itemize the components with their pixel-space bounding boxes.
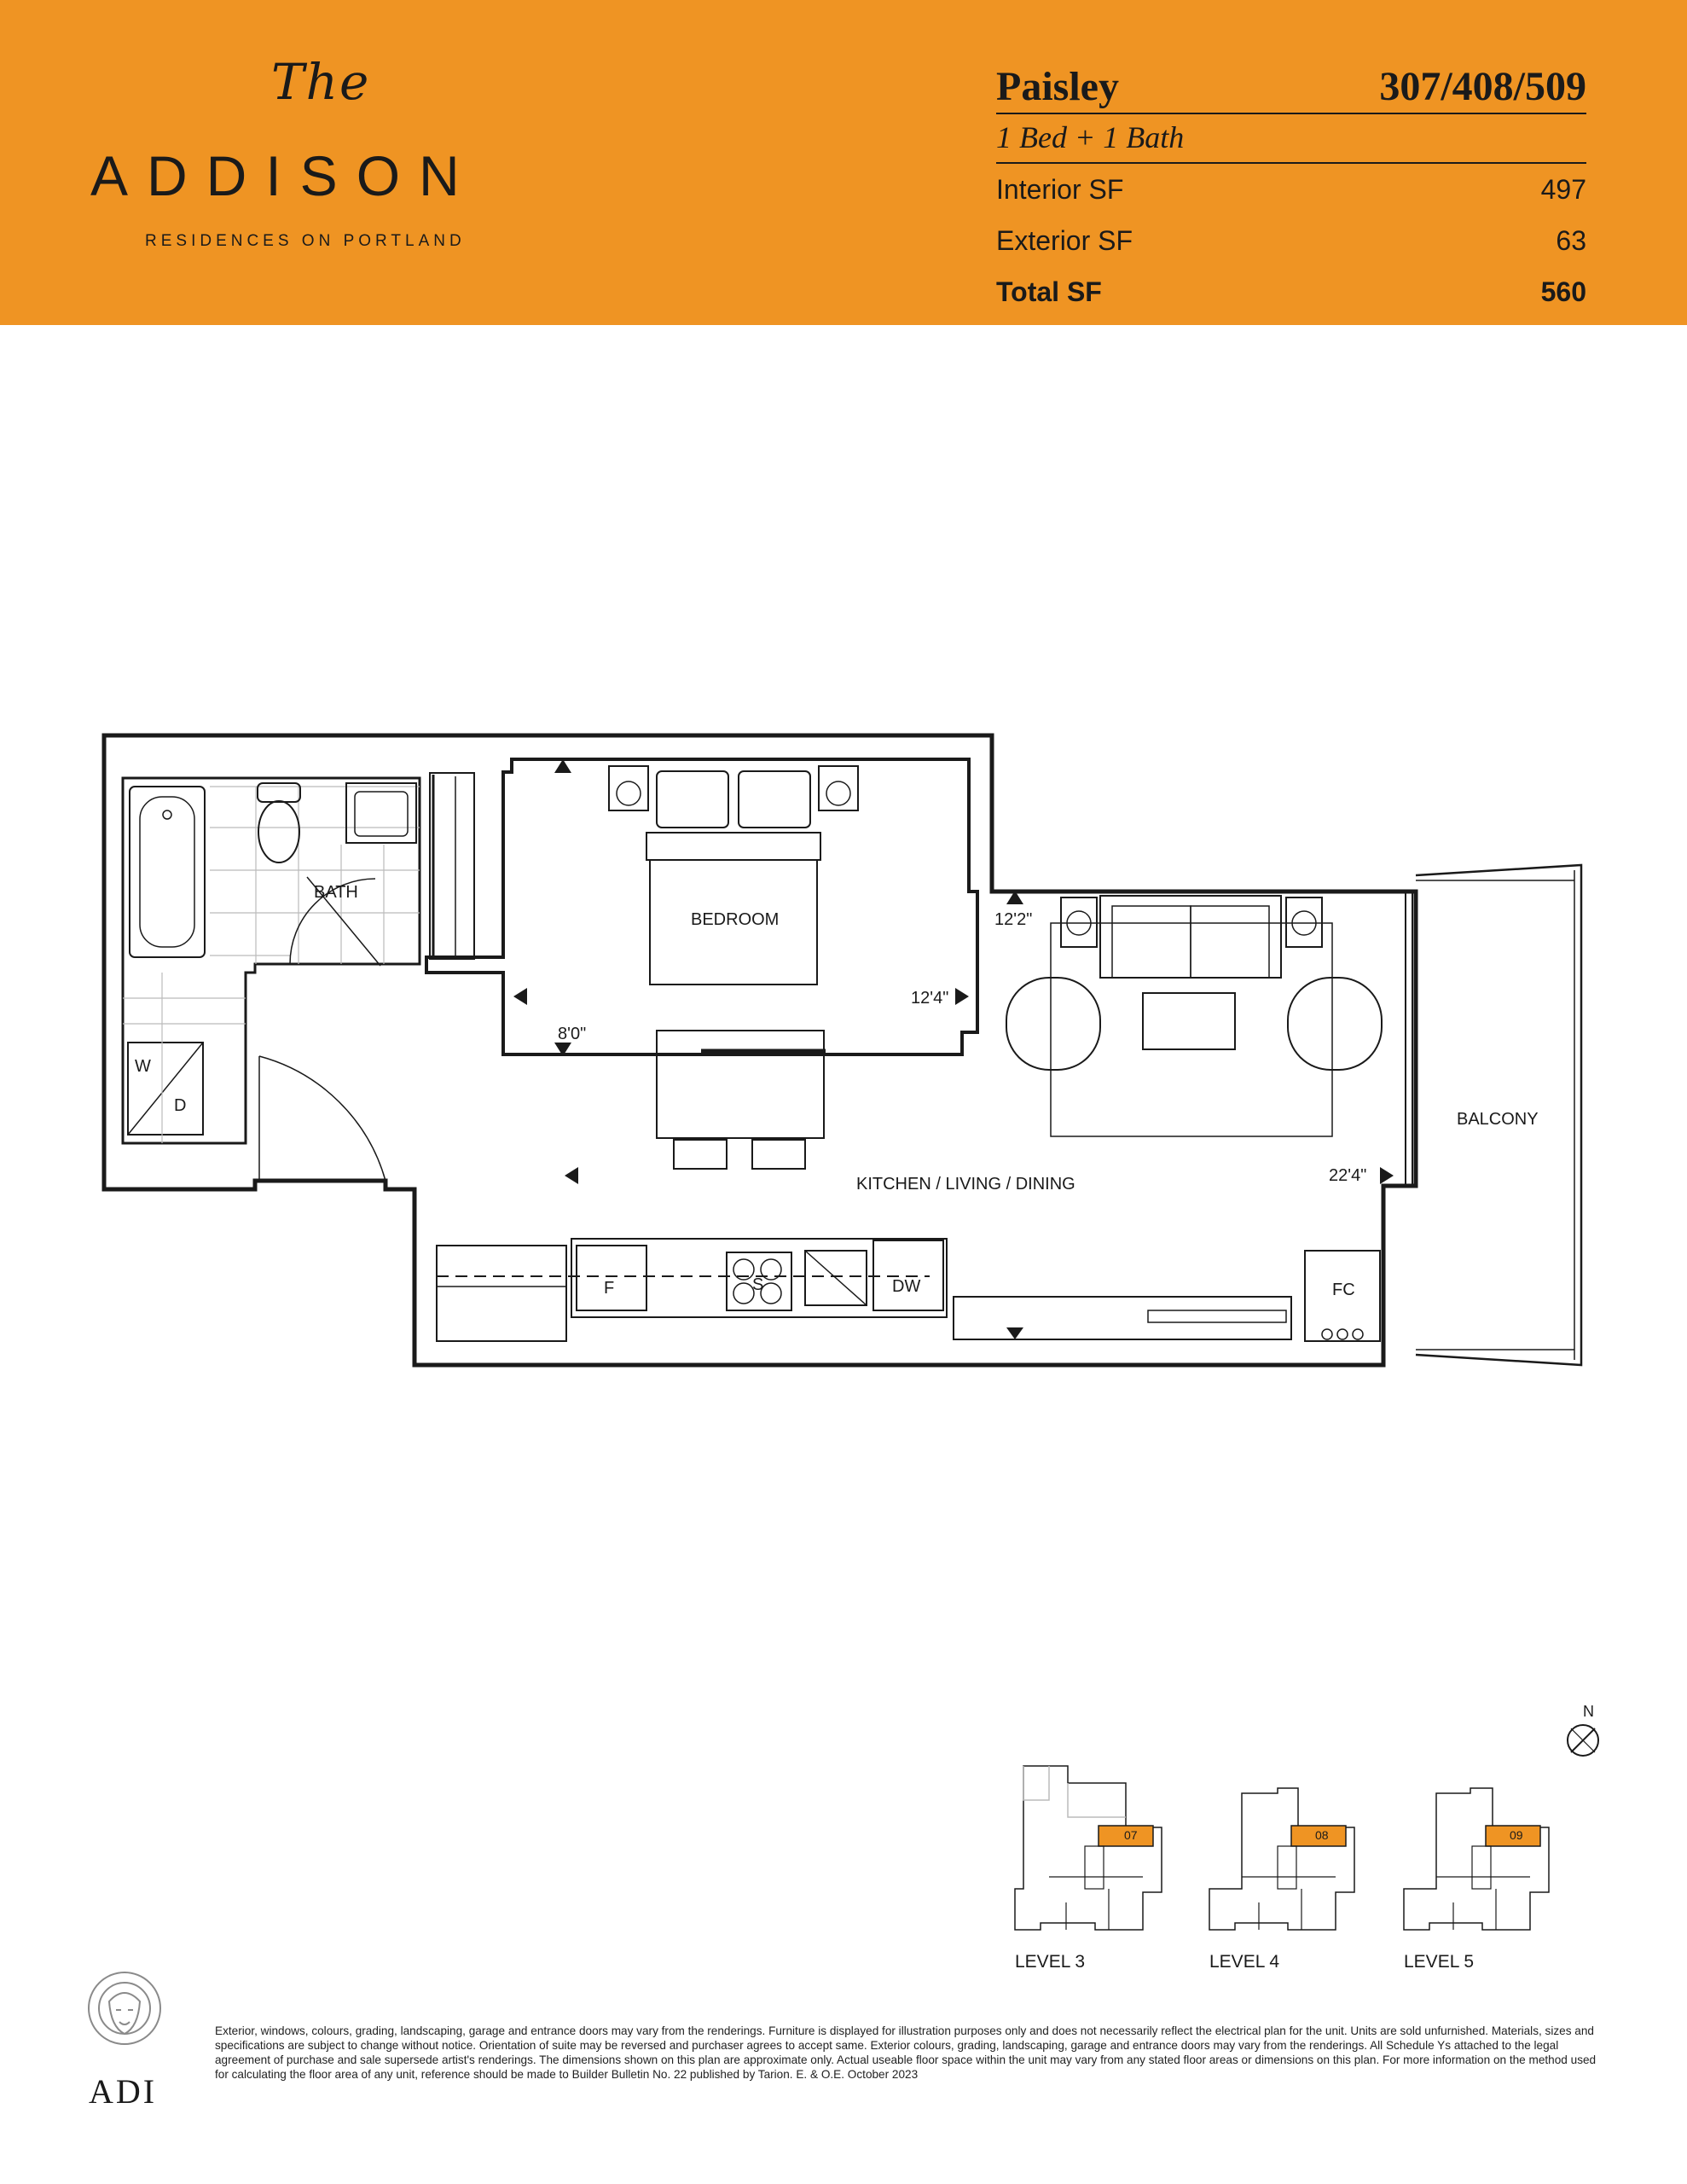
unit-type: 1 Bed + 1 Bath [996,120,1185,154]
dimension-arrow [513,988,527,1005]
stool [752,1140,805,1169]
keyplan-level-4 [1209,1788,1354,1930]
dimension-arrow [1006,1327,1023,1339]
label-dishwasher: DW [892,1277,921,1296]
bath-floor-tile [210,787,420,964]
room-label-bath: BATH [314,883,358,902]
armchair [1006,978,1100,1070]
compass-icon [1568,1703,1598,1756]
room-label-bedroom: BEDROOM [691,910,780,929]
rug [1051,923,1332,1136]
sf-value: 497 [1540,174,1586,205]
media-unit [954,1297,1291,1339]
brand-tagline: RESIDENCES ON PORTLAND [145,232,466,250]
dimension-arrow [955,988,969,1005]
wardrobe [430,773,474,959]
dim-bedroom-width: 12'4" [911,989,949,1008]
legal-disclaimer: Exterior, windows, colours, grading, landscaping, garage and entrance doors may vary from the renderings. Furniture is displayed for illustration purposes only and does not necessarily reflect the electrical plan for the unit. Units are sold unfurnished. Materials, sizes and specifications are subject to change without notice. Orientation of suite may be reversed and purchaser agrees to accept same. Exterior colours, grading, landscaping, garage and entrance doors may vary from the renderings. All Schedule Ys attached to the legal agreement of purchase and sale supersede artist's renderings. The dimensions shown on this plan are approximate only. Actual useable floor space within the unit may vary from any stated floor areas or dimensions on this plan. For more information on the method used for calculating the floor area of any unit, reference should be made to Builder Bulletin No. 22 published by Tarion. E. & O.E. October 2023 [215,2024,1597,2081]
keyplan-unit: 08 [1315,1828,1329,1842]
compass-north: N [1583,1703,1594,1720]
keyplan-level-5 [1404,1788,1549,1930]
nightstand [609,766,648,810]
sf-value: 63 [1556,225,1586,256]
keyplan-level-label: LEVEL 3 [1015,1952,1086,1972]
unit-name: Paisley [996,64,1119,109]
sf-label: Exterior SF [996,225,1133,256]
stool [674,1140,727,1169]
keyplan-level-3 [1015,1766,1162,1930]
sf-label: Interior SF [996,174,1124,205]
keyplan-level-label: LEVEL 5 [1404,1952,1475,1972]
interior-wall [123,778,420,1143]
unit-numbers: 307/408/509 [1379,64,1586,109]
lion-crest-icon [89,1972,160,2044]
room-label-kitchen: KITCHEN / LIVING / DINING [856,1175,1075,1194]
keyplan-level-label: LEVEL 4 [1209,1952,1280,1972]
sf-label: Total SF [996,276,1102,307]
label-dryer: D [174,1096,187,1115]
dimension-arrow [1380,1167,1394,1184]
lamp-icon [617,781,641,805]
room-label-balcony: BALCONY [1457,1110,1539,1129]
dim-living-width: 12'2" [994,910,1033,929]
dining-table [657,1031,824,1138]
entry-door [259,1056,386,1181]
fridge [577,1246,646,1310]
developer-logo: ADI [89,2072,158,2111]
toilet-tank [258,783,300,802]
armchair [1288,978,1382,1070]
dim-bedroom-depth: 8'0" [558,1025,587,1043]
label-washer: W [135,1057,151,1076]
keyplan-unit: 09 [1510,1828,1523,1842]
dimension-arrow [554,759,571,773]
lamp-icon [826,781,850,805]
nightstand [819,766,858,810]
keyplan-unit: 07 [1124,1828,1138,1842]
label-fc: FC [1332,1281,1355,1299]
brand-logo: ADDISON [90,144,478,207]
toilet-bowl [258,801,299,863]
fireplace-bar [1148,1310,1286,1322]
sf-value: 560 [1540,276,1586,307]
bedroom-wall [426,759,977,1054]
brand-script: The [271,53,371,111]
dim-living-length: 22'4" [1329,1166,1367,1185]
sink [355,792,408,836]
pillow [739,771,810,828]
dimension-arrow [565,1167,578,1184]
bed-headboard [646,833,820,860]
pillow [657,771,728,828]
label-stove: S [752,1275,764,1294]
coffee-table [1143,993,1235,1049]
label-fridge: F [604,1279,615,1298]
storage [437,1246,566,1341]
